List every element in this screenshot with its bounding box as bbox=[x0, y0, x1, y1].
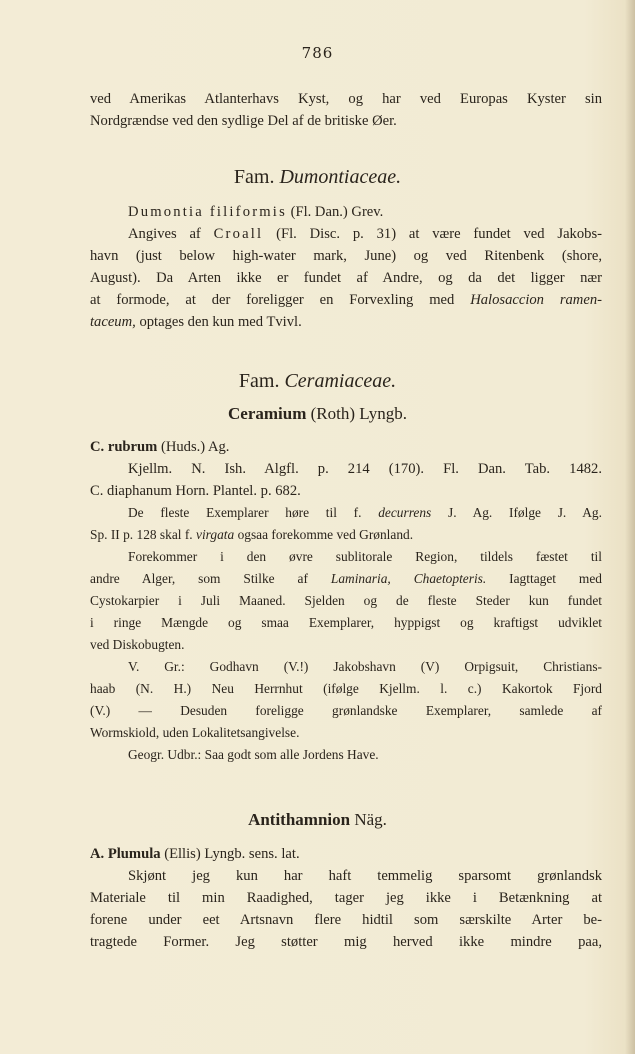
author-name: Croall bbox=[213, 226, 264, 242]
taxon-italic: taceum, bbox=[90, 314, 136, 330]
distribution-line: Geogr. Udbr.: Saa godt som alle Jordens Have. bbox=[128, 747, 379, 762]
species-name: Dumontia filiformis bbox=[128, 204, 287, 220]
text-line: ved Diskobugten. bbox=[90, 637, 185, 652]
genus-authority: Näg. bbox=[354, 810, 387, 829]
ceramium-section bbox=[90, 436, 602, 766]
text-line: Cystokarpier i Juli Maaned. Sjelden og de fleste Steder kun fundet bbox=[90, 593, 602, 608]
text-line bbox=[90, 289, 602, 311]
family-heading-ceramiaceae bbox=[0, 370, 635, 393]
text-span: optages den kun med Tvivl. bbox=[139, 314, 302, 330]
locality-line: Wormskiold, uden Lokalitetsangivelse. bbox=[90, 725, 300, 740]
text-line: Skjønt jeg kun har haft temmelig sparsomt grønlandsk bbox=[128, 868, 602, 884]
text-line bbox=[90, 311, 602, 333]
text-line: forene under eet Artsnavn flere hidtil som særskilte Arter be- bbox=[90, 912, 602, 928]
genus-heading-ceramium bbox=[0, 404, 635, 424]
family-name: Ceramiaceae. bbox=[284, 370, 397, 392]
text-span: Iagttaget med bbox=[509, 571, 602, 586]
locality-line: V. Gr.: Godhavn (V.!) Jakobshavn (V) Orpigsuit, Christians- bbox=[128, 659, 602, 674]
taxon-italic: Laminaria, Chaetopteris. bbox=[330, 571, 487, 586]
text-span: De fleste Exemplarer høre til f. bbox=[128, 505, 362, 520]
reference-line: Kjellm. N. Ish. Algfl. p. 214 (170). Fl. Dan. Tab. 1482. bbox=[128, 461, 602, 477]
species-authority: (Huds.) Ag. bbox=[160, 439, 230, 455]
species-name: A. Plumula bbox=[90, 846, 161, 862]
species-entry bbox=[90, 843, 602, 865]
antithamnion-section bbox=[90, 843, 602, 953]
text-line: Materiale til min Raadighed, tager jeg ikke i Betænkning at bbox=[90, 890, 602, 906]
species-authority: (Fl. Dan.) Grev. bbox=[290, 204, 384, 220]
text-span: Sp. II p. 128 skal f. bbox=[90, 527, 193, 542]
locality-line: haab (N. H.) Neu Herrnhut (ifølge Kjellm. l. c.) Kakortok Fjord bbox=[90, 681, 602, 696]
page-edge-shadow bbox=[625, 0, 635, 1054]
taxon-italic: virgata bbox=[196, 527, 235, 542]
intro-paragraph bbox=[90, 88, 602, 132]
family-name: Dumontiaceae. bbox=[279, 166, 402, 188]
text-span: andre Alger, som Stilke af bbox=[90, 571, 308, 586]
text-span: ogsaa forekomme ved Grønland. bbox=[237, 527, 414, 542]
page-number: 786 bbox=[301, 44, 334, 62]
text-line bbox=[90, 223, 602, 245]
family-heading-dumontiaceae bbox=[0, 166, 635, 189]
text-span: (Fl. Disc. p. 31) at være fundet ved Jakobs- bbox=[276, 226, 602, 242]
genus-heading-antithamnion bbox=[0, 810, 635, 830]
taxon-italic: decurrens bbox=[378, 505, 432, 520]
family-prefix: Fam. bbox=[233, 166, 275, 188]
species-authority: (Ellis) Lyngb. sens. lat. bbox=[164, 846, 300, 862]
text-line bbox=[90, 524, 602, 546]
species-entry bbox=[90, 201, 602, 223]
text-line: havn (just below high-water mark, June) og ved Ritenbenk (shore, bbox=[90, 248, 602, 264]
text-span: Angives af bbox=[128, 226, 201, 242]
species-name: C. rubrum bbox=[90, 439, 158, 455]
text-line: August). Da Arten ikke er fundet af Andre, og da det ligger nær bbox=[90, 270, 602, 286]
text-span: at formode, at der foreligger en Forvexling med bbox=[90, 292, 455, 308]
text-line: Forekommer i den øvre sublitorale Region, tildels fæstet til bbox=[128, 549, 602, 564]
text-line: tragtede Former. Jeg støtter mig herved ikke mindre paa, bbox=[90, 934, 602, 950]
reference-line: C. diaphanum Horn. Plantel. p. 682. bbox=[90, 483, 301, 499]
text-line: Nordgrændse ved den sydlige Del af de britiske Øer. bbox=[90, 113, 397, 129]
text-line bbox=[90, 502, 602, 524]
genus-authority: (Roth) Lyngb. bbox=[310, 404, 407, 423]
species-entry bbox=[90, 436, 602, 458]
locality-line: (V.) — Desuden foreligge grønlandske Exemplarer, samlede af bbox=[90, 703, 602, 718]
text-span: J. Ag. Ifølge J. Ag. bbox=[448, 505, 602, 520]
dumontia-section bbox=[90, 201, 602, 333]
family-prefix: Fam. bbox=[238, 370, 280, 392]
genus-name: Antithamnion bbox=[248, 810, 351, 829]
text-line: i ringe Mængde og smaa Exemplarer, hyppigst og kraftigst udviklet bbox=[90, 615, 602, 630]
text-line: ved Amerikas Atlanterhavs Kyst, og har ved Europas Kyster sin bbox=[90, 91, 602, 107]
taxon-italic: Halosaccion ramen- bbox=[470, 292, 602, 308]
genus-name: Ceramium bbox=[228, 404, 307, 423]
text-line bbox=[90, 568, 602, 590]
